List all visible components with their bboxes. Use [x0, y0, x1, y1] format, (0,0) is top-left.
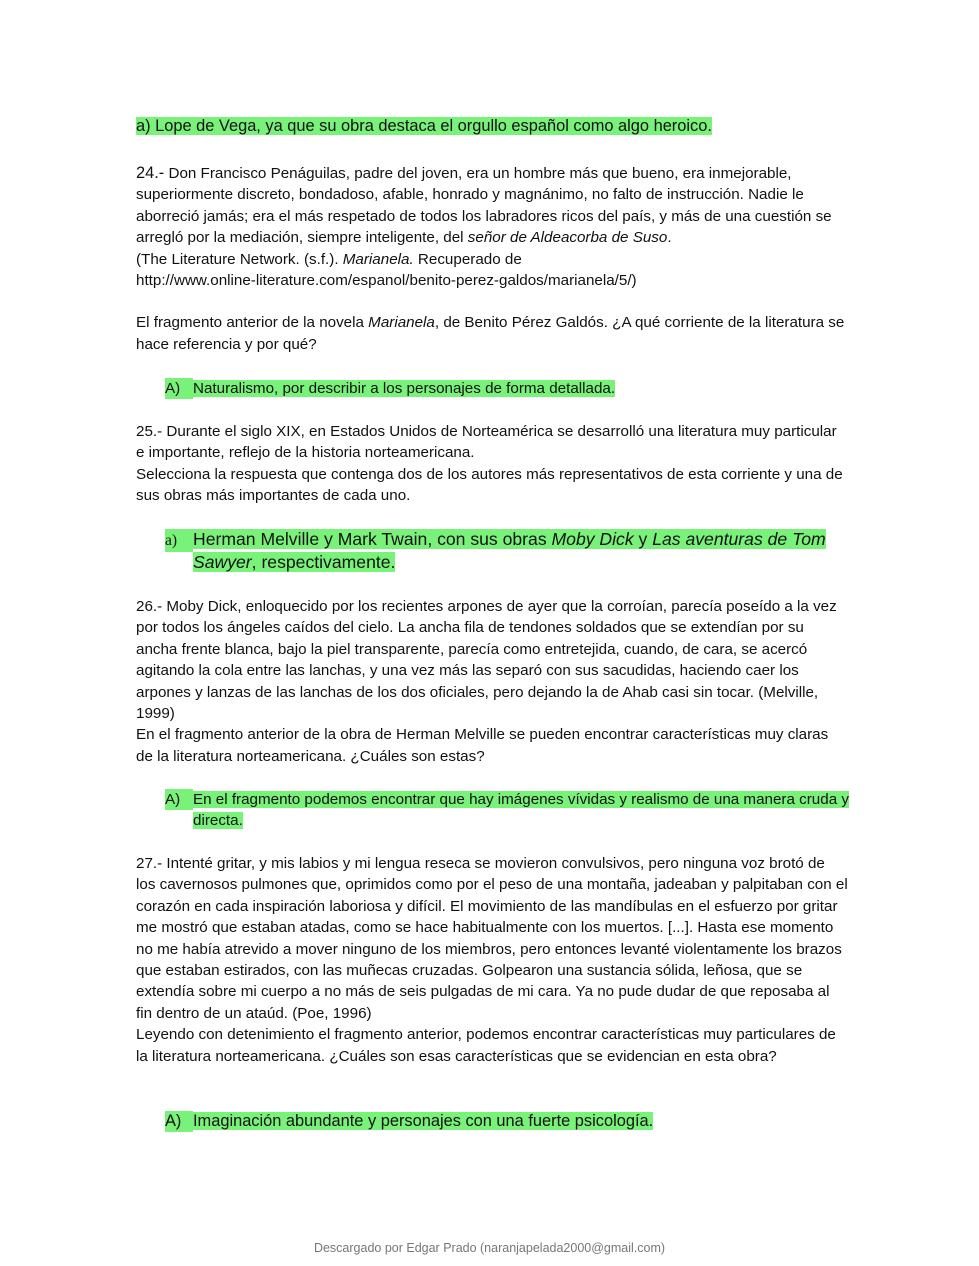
- question-24-url: http://www.online-literature.com/espanol/benito-perez-galdos/marianela/5/): [136, 272, 637, 290]
- question-27-passage: 27.- Intenté gritar, y mis labios y mi lengua reseca se movieron convulsivos, pero ninguna voz brotó de los cavernosos pulmones que, oprimidos como por el peso de una montaña, jadeaban y palpitaban con el corazón en cada inspiración laboriosa y difícil. El movimiento de las mandíbulas en el esfuerzo por gritar me mostró que estaban atadas, como se hace habitualmente con los muertos. [...]. Hasta ese momento no me había atrevido a mover ninguno de los miembros, pero entonces levanté violentamente los brazos que estaban estirados, con las muñecas cruzadas. Golpearon una sustancia sólida, leñosa, que se extendía sobre mi cuerpo a no más de seis pulgadas de mi cara. Ya no pude dudar de que reposaba al fin dentro de un ataúd. (Poe, 1996): [136, 855, 848, 1022]
- question-25-prompt: Selecciona la respuesta que contenga dos de los autores más representativos de esta corriente y una de sus obras más importantes de cada uno.: [136, 465, 843, 505]
- answer-24-label: A): [165, 378, 193, 399]
- question-25-passage: 25.- Durante el siglo XIX, en Estados Unidos de Norteamérica se desarrolló una literatura muy particular e importante, reflejo de la historia norteamericana.: [136, 423, 837, 462]
- answer-25-text: Herman Melville y Mark Twain, con sus obras Moby Dick y Las aventuras de Tom Sawyer, respectivamente.: [193, 529, 826, 572]
- answer-25: [165, 528, 855, 572]
- answer-26-label: A): [165, 789, 193, 810]
- answer-23: [136, 116, 848, 137]
- download-footer: Descargado por Edgar Prado (naranjapelada2000@gmail.com): [313, 1241, 666, 1255]
- question-26-prompt: En el fragmento anterior de la obra de Herman Melville se pueden encontrar características muy claras de la literatura norteamericana. ¿Cuáles son estas?: [136, 726, 829, 765]
- answer-23-text: a) Lope de Vega, ya que su obra destaca el orgullo español como algo heroico.: [136, 117, 712, 135]
- question-26-passage: 26.- Moby Dick, enloquecido por los recientes arpones de ayer que la corroían, parecía poseído a la vez por todos los ángeles caídos del cielo. La ancha fila de tendones soldados que se extendían por su ancha frente blanca, bajo la piel transparente, parecía como entretejida, cuando, de cara, se acercó agitando la cola entre las lanchas, y una vez más las separó con sus sacudidas, haciendo caer los arpones y lanzas de las lanchas de los dos oficiales, pero dejando la de Ahab casi sin tocar. (Melville, 1999): [136, 598, 837, 723]
- question-27-prompt: Leyendo con detenimiento el fragmento anterior, podemos encontrar características muy particulares de la literatura norteamericana. ¿Cuáles son esas características que se evidencian en esta obra?: [136, 1026, 836, 1065]
- answer-25-label: a): [165, 529, 193, 552]
- question-24: [136, 163, 848, 355]
- answer-26: [165, 789, 855, 830]
- question-27: [136, 853, 848, 1067]
- answer-24-text: Naturalismo, por describir a los personajes de forma detallada.: [193, 380, 616, 397]
- answer-27-text: Imaginación abundante y personajes con una fuerte psicología.: [193, 1112, 654, 1130]
- question-24-number: 24.-: [136, 164, 165, 182]
- question-26: [136, 596, 848, 767]
- question-24-prompt: El fragmento anterior de la novela Marianela, de Benito Pérez Galdós. ¿A qué corriente de la literatura se hace referencia y por qué?: [136, 314, 845, 353]
- answer-27-label: A): [165, 1111, 193, 1132]
- answer-27: [165, 1111, 855, 1132]
- question-24-citation: (The Literature Network. (s.f.). Marianela. Recuperado de: [136, 250, 522, 268]
- question-25: [136, 421, 848, 507]
- question-24-passage: 24.- Don Francisco Penáguilas, padre del joven, era un hombre más que bueno, era inmejorable, superiormente discreto, bondadoso, afable, honrado y magnánimo, no falto de instrucción. Nadie le aborreció jamás; era el más respetado de todos los labradores ricos del país, y más de una cuestión se arregló por la mediación, siempre inteligente, del señor de Aldeacorba de Suso.: [136, 164, 832, 247]
- answer-24: [165, 378, 855, 399]
- answer-26-text: En el fragmento podemos encontrar que hay imágenes vívidas y realismo de una manera cruda y directa.: [193, 791, 849, 830]
